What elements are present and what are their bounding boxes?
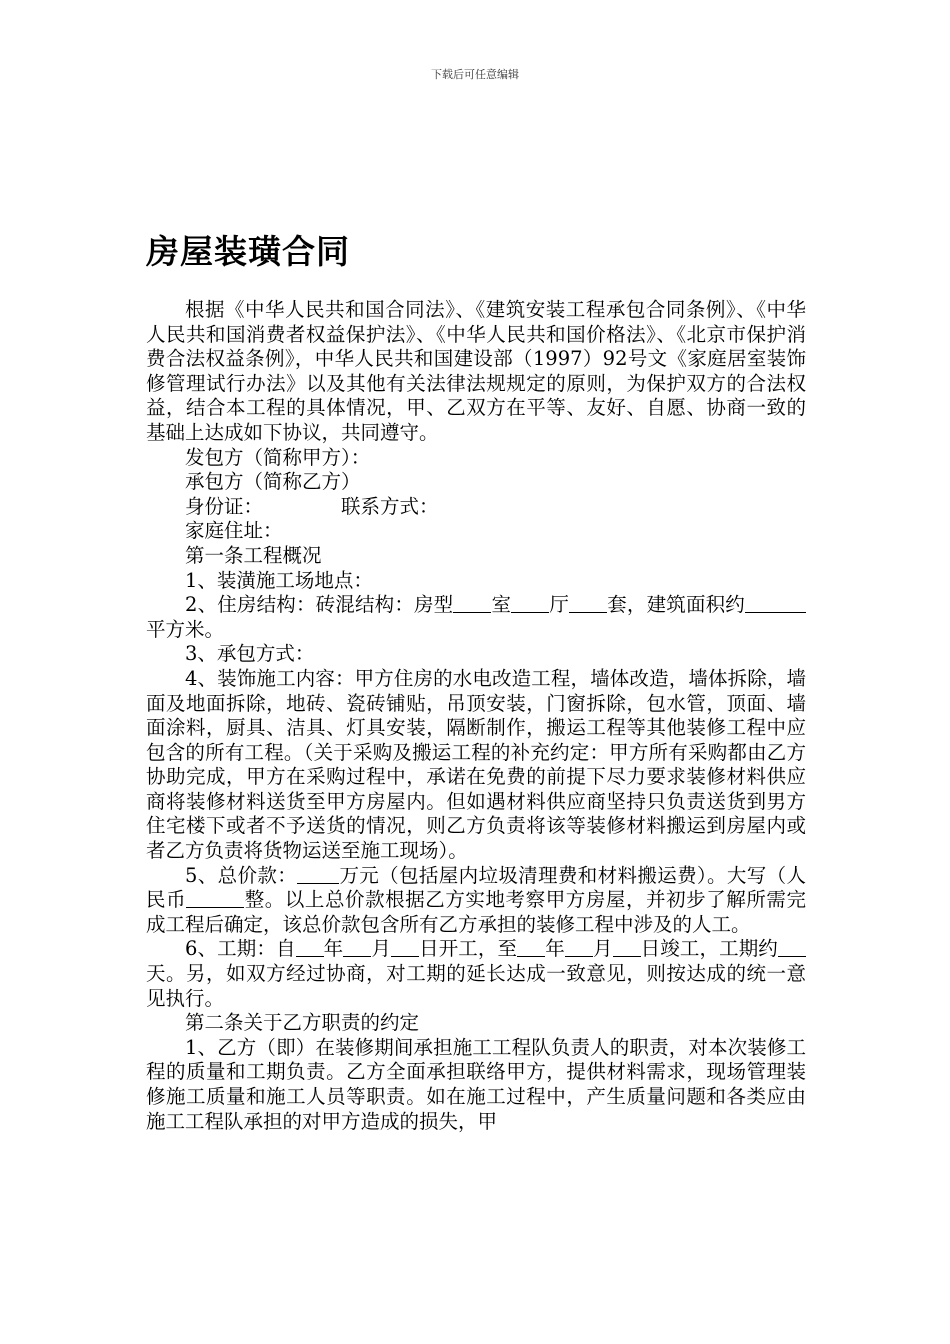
blank-start-day xyxy=(391,938,419,957)
id-contact-line xyxy=(146,495,806,520)
item-5-text: 整。以上总价款根据乙方实地考察甲方房屋，并初步了解所需完成工程后确定，该总价款包含所有乙方承担的装修工程中涉及的人工。 xyxy=(146,888,806,936)
address-line: 家庭住址： xyxy=(185,519,283,543)
blank-area xyxy=(745,594,754,613)
article-2-heading: 第二条关于乙方职责的约定 xyxy=(185,1011,420,1035)
blank-price-words xyxy=(186,889,244,908)
page-header: 下载后可任意编辑 xyxy=(431,68,519,81)
item-6-text: 日开工，至 xyxy=(418,937,518,961)
item-6-text: 月 xyxy=(592,937,613,961)
item-2-text: 套，建筑面积约 xyxy=(607,593,745,617)
article-1-heading: 第一条工程概况 xyxy=(185,543,322,567)
blank-area-cont xyxy=(754,594,806,613)
blank-price xyxy=(297,865,339,884)
item-6-text: 年 xyxy=(545,937,565,961)
item-5-text: 5、总价款： xyxy=(185,863,298,887)
item-6 xyxy=(146,937,806,1011)
blank-end-year xyxy=(517,938,545,957)
party-b-line: 承包方（简称乙方） xyxy=(185,470,361,494)
item-1: 1、装潢施工场地点： xyxy=(185,568,373,592)
contract-body xyxy=(146,298,806,1134)
blank-end-month xyxy=(565,938,593,957)
blank-start-month xyxy=(343,938,371,957)
document-title: 房屋装璜合同 xyxy=(146,232,350,271)
item-2 xyxy=(146,593,806,642)
blank-days xyxy=(778,938,806,957)
item-6-text: 天。另，如双方经过协商，对工期的延长达成一致意见，则按达成的统一意见执行。 xyxy=(146,962,806,1010)
item-2-text: 厅 xyxy=(549,593,570,617)
item-4: 4、装饰施工内容：甲方住房的水电改造工程，墙体改造，墙体拆除，墙面及地面拆除，地砖、瓷砖铺贴，吊顶安装，门窗拆除，包水管，顶面、墙面涂料，厨具、洁具、灯具安装，隔断制作，搬运工程等其他装修工程中应包含的所有工程。（关于采购及搬运工程的补充约定：甲方所有采购都由乙方协助完成，甲方在采购过程中，承诺在免费的前提下尽力要求装修材料供应商将装修材料送货至甲方房屋内。但如遇材料供应商坚持只负责送货到男方住宅楼下或者不予送货的情况，则乙方负责将该等装修材料搬运到房屋内或者乙方负责将货物运送至施工现场）。 xyxy=(146,666,806,863)
blank-start-year xyxy=(296,938,324,957)
item-3: 3、承包方式： xyxy=(185,642,315,666)
contact-label: 联系方式： xyxy=(341,494,439,518)
item-2-text: 2、住房结构：砖混结构：房型 xyxy=(185,593,454,617)
intro-paragraph: 根据《中华人民共和国合同法》、《建筑安装工程承包合同条例》、《中华人民共和国消费者权益保护法》、《中华人民共和国价格法》、《北京市保护消费合法权益条例》，中华人民共和国建设部（1997）92号文《家庭居室装饰修管理试行办法》以及其他有关法律法规规定的原则，为保护双方的合法权益，结合本工程的具体情况，甲、乙双方在平等、友好、自愿、协商一致的基础上达成如下协议，共同遵守。 xyxy=(146,298,806,444)
blank-set xyxy=(569,594,607,613)
item-5-text: 万元（包括屋内垃圾清理费和材料搬运费）。大写（人民币 xyxy=(146,863,806,912)
item-5 xyxy=(146,864,806,938)
item-6-text: 6、工期：自 xyxy=(185,937,296,961)
blank-end-day xyxy=(613,938,641,957)
blank-hall xyxy=(511,594,549,613)
item-2-text: 室 xyxy=(491,593,512,617)
item-6-text: 年 xyxy=(323,937,344,961)
item-6-text: 日竣工，工期约 xyxy=(640,937,778,961)
item-6-text: 月 xyxy=(371,937,391,961)
item-2-text: 平方米。 xyxy=(146,617,225,641)
blank-room xyxy=(453,594,491,613)
article-2-item-1: 1、乙方（即）在装修期间承担施工工程队负责人的职责，对本次装修工程的质量和工期负责。乙方全面承担联络甲方，提供材料需求，现场管理装修施工质量和施工人员等职责。如在施工过程中，产生质量问题和各类应由施工工程队承担的对甲方造成的损失，甲 xyxy=(146,1035,806,1133)
party-a-line: 发包方（简称甲方）： xyxy=(185,445,371,469)
id-label: 身份证： xyxy=(185,494,264,518)
